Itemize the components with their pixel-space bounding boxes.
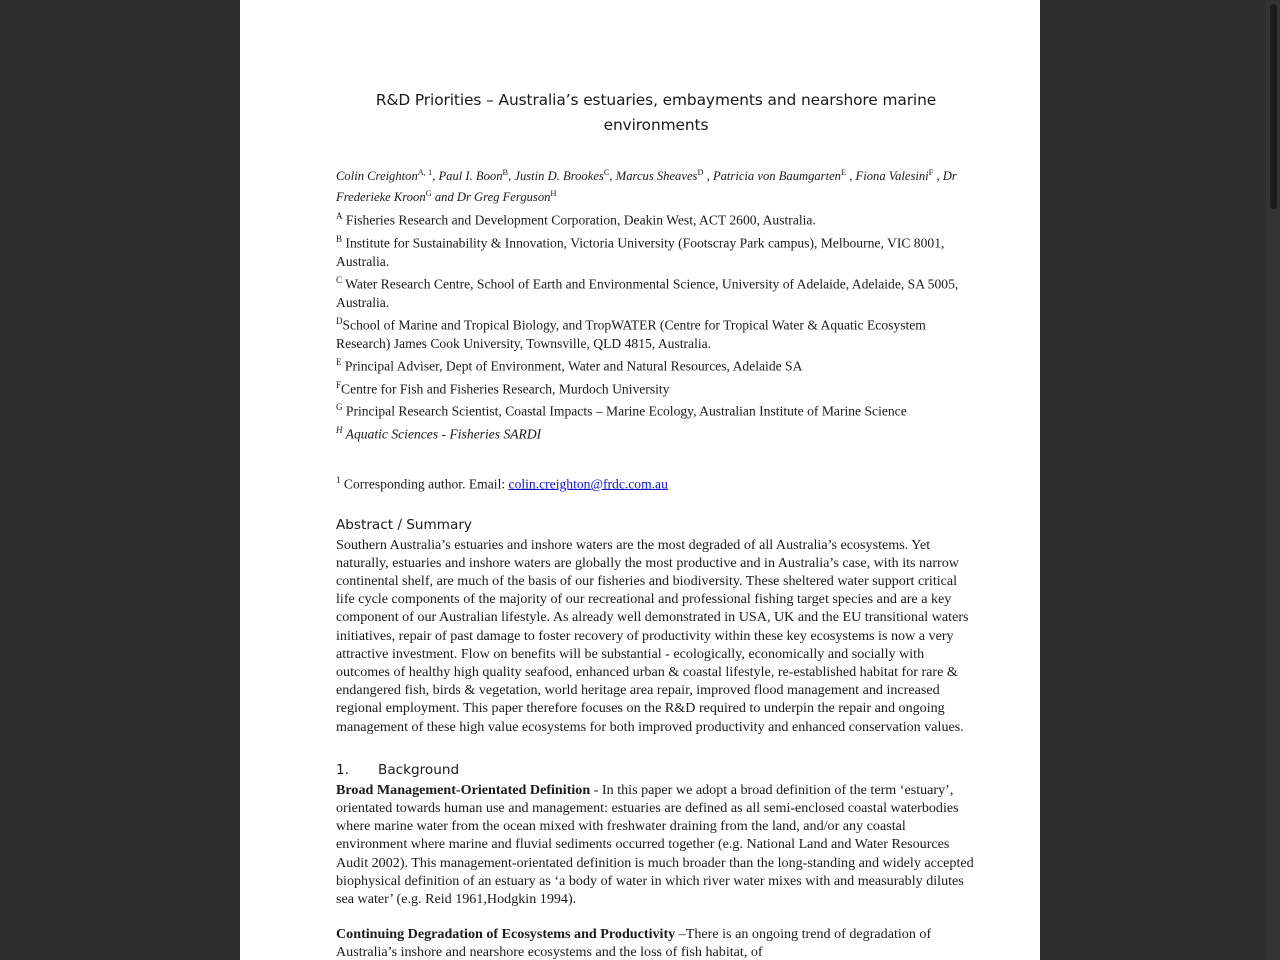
corresponding-marker: 1: [336, 474, 341, 485]
background-heading: [336, 761, 976, 780]
affiliation-item: [336, 376, 976, 399]
scrollbar-thumb[interactable]: [1270, 4, 1277, 209]
affiliation-text: Principal Research Scientist, Coastal Impacts – Marine Ecology, Australian Institute of Marine Science: [342, 403, 907, 419]
affiliation-marker: C: [336, 275, 343, 286]
corresponding-text: Corresponding author. Email:: [343, 476, 509, 492]
affiliation-marker: G: [336, 402, 343, 413]
background-paragraph-1-lead: Broad Management-Orientated Definition: [336, 781, 591, 798]
affiliation-list: [336, 207, 976, 443]
abstract-heading: Abstract / Summary: [336, 516, 472, 533]
background-paragraph-2: [336, 925, 976, 960]
affiliation-marker: D: [336, 315, 343, 326]
affiliation-text: Centre for Fish and Fisheries Research, Murdoch University: [341, 381, 670, 397]
affiliation-text: Principal Adviser, Dept of Environment, Water and Natural Resources, Adelaide SA: [341, 358, 803, 374]
affiliation-marker: E: [336, 356, 342, 367]
affiliation-marker: A: [336, 211, 343, 222]
affiliation-item: [336, 353, 976, 376]
background-paragraph-1: [336, 781, 976, 908]
affiliation-marker: F: [336, 379, 342, 390]
page-content: [240, 0, 1040, 960]
affiliation-item: [336, 271, 976, 312]
affiliation-item: [336, 207, 976, 230]
background-heading-label: Background: [378, 761, 460, 778]
author-list: Colin Creighton$^{A, 1}$, Paul I. Boon$^B$, Justin D. Brookes$^C$, Marcus Sheaves$^D$ , Patricia von Baumgarten$^E$ , Fiona Valesini$^F$ , Dr Frederieke Kroon$^G$ and Dr Greg Ferguson$^H$: [336, 168, 957, 205]
background-paragraph-2-body: –There is an ongoing trend of degradation of Australia’s inshore and nearshore ecosystems and the loss of fish habitat, of: [336, 926, 932, 960]
affiliation-item: [336, 312, 976, 353]
background-paragraph-1-body: - In this paper we adopt a broad definition of the term ‘estuary’, orientated towards human use and management: estuaries are defined as all semi-enclosed coastal waterbodies where marine water from the ocean mixed with freshwater draining from the land, and/or any coastal environment where marine and fluvial sediments occurred together (e.g. National Land and Water Resources Audit 2002). This management-orientated definition is much broader than the long-standing and widely accepted biophysical definition of an estuary as ‘a body of water in which river water mixes with and measurably dilutes sea water’ (e.g. Reid 1961,Hodgkin 1994).: [336, 781, 974, 908]
affiliation-item: [336, 398, 976, 421]
background-paragraph-2-lead: Continuing Degradation of Ecosystems and Productivity: [336, 926, 676, 943]
background-heading-number: 1.: [336, 761, 349, 778]
abstract-body: Southern Australia’s estuaries and inshore waters are the most degraded of all Australia’s ecosystems. Yet naturally, estuaries and inshore waters are globally the most productive and in Australia’s case, with its narrow continental shelf, are much of the basis of our fisheries and biodiversity. These sheltered water support critical life cycle components of the majority of our recreational and professional fishing target species and are a key component of our Australian lifestyle. As already well demonstrated in USA, UK and the EU transitional waters initiatives, repair of past damage to foster recovery of productivity within these key ecosystems is now a very attractive investment. Flow on benefits will be substantial - ecologically, economically and socially with outcomes of healthy high quality seafood, enhanced urban & coastal lifestyle, re-established habitat for rare & endangered fish, birds & vegetation, world heritage area repair, improved flood management and increased regional employment. This paper therefore focuses on the R&D required to underpin the repair and ongoing management of these high value ecosystems for both improved productivity and enhanced conservation values.: [336, 536, 969, 735]
corresponding-author-note: [336, 471, 976, 494]
page-title: R&D Priorities – Australia’s estuaries, embayments and nearshore marine environments: [375, 91, 937, 134]
affiliation-text: Institute for Sustainability & Innovation, Victoria University (Footscray Park campus), Melbourne, VIC 8001, Australia.: [336, 235, 945, 269]
affiliation-text: Water Research Centre, School of Earth and Environmental Science, University of Adelaide, Adelaide, SA 5005, Australia.: [336, 276, 959, 310]
affiliation-marker: H: [336, 425, 343, 436]
email-link[interactable]: colin.creighton@frdc.com.au: [508, 476, 668, 492]
affiliation-marker: B: [336, 234, 343, 245]
affiliation-item: [336, 421, 976, 444]
affiliation-text: Aquatic Sciences - Fisheries SARDI: [342, 426, 542, 442]
affiliation-item: [336, 230, 976, 271]
affiliation-text: School of Marine and Tropical Biology, and TropWATER (Centre for Tropical Water & Aquatic Ecosystem Research) James Cook University, Townsville, QLD 4815, Australia.: [336, 317, 926, 351]
affiliation-text: Fisheries Research and Development Corporation, Deakin West, ACT 2600, Australia.: [342, 212, 816, 228]
vertical-scrollbar[interactable]: [1266, 0, 1280, 960]
document-page: [240, 0, 1040, 960]
